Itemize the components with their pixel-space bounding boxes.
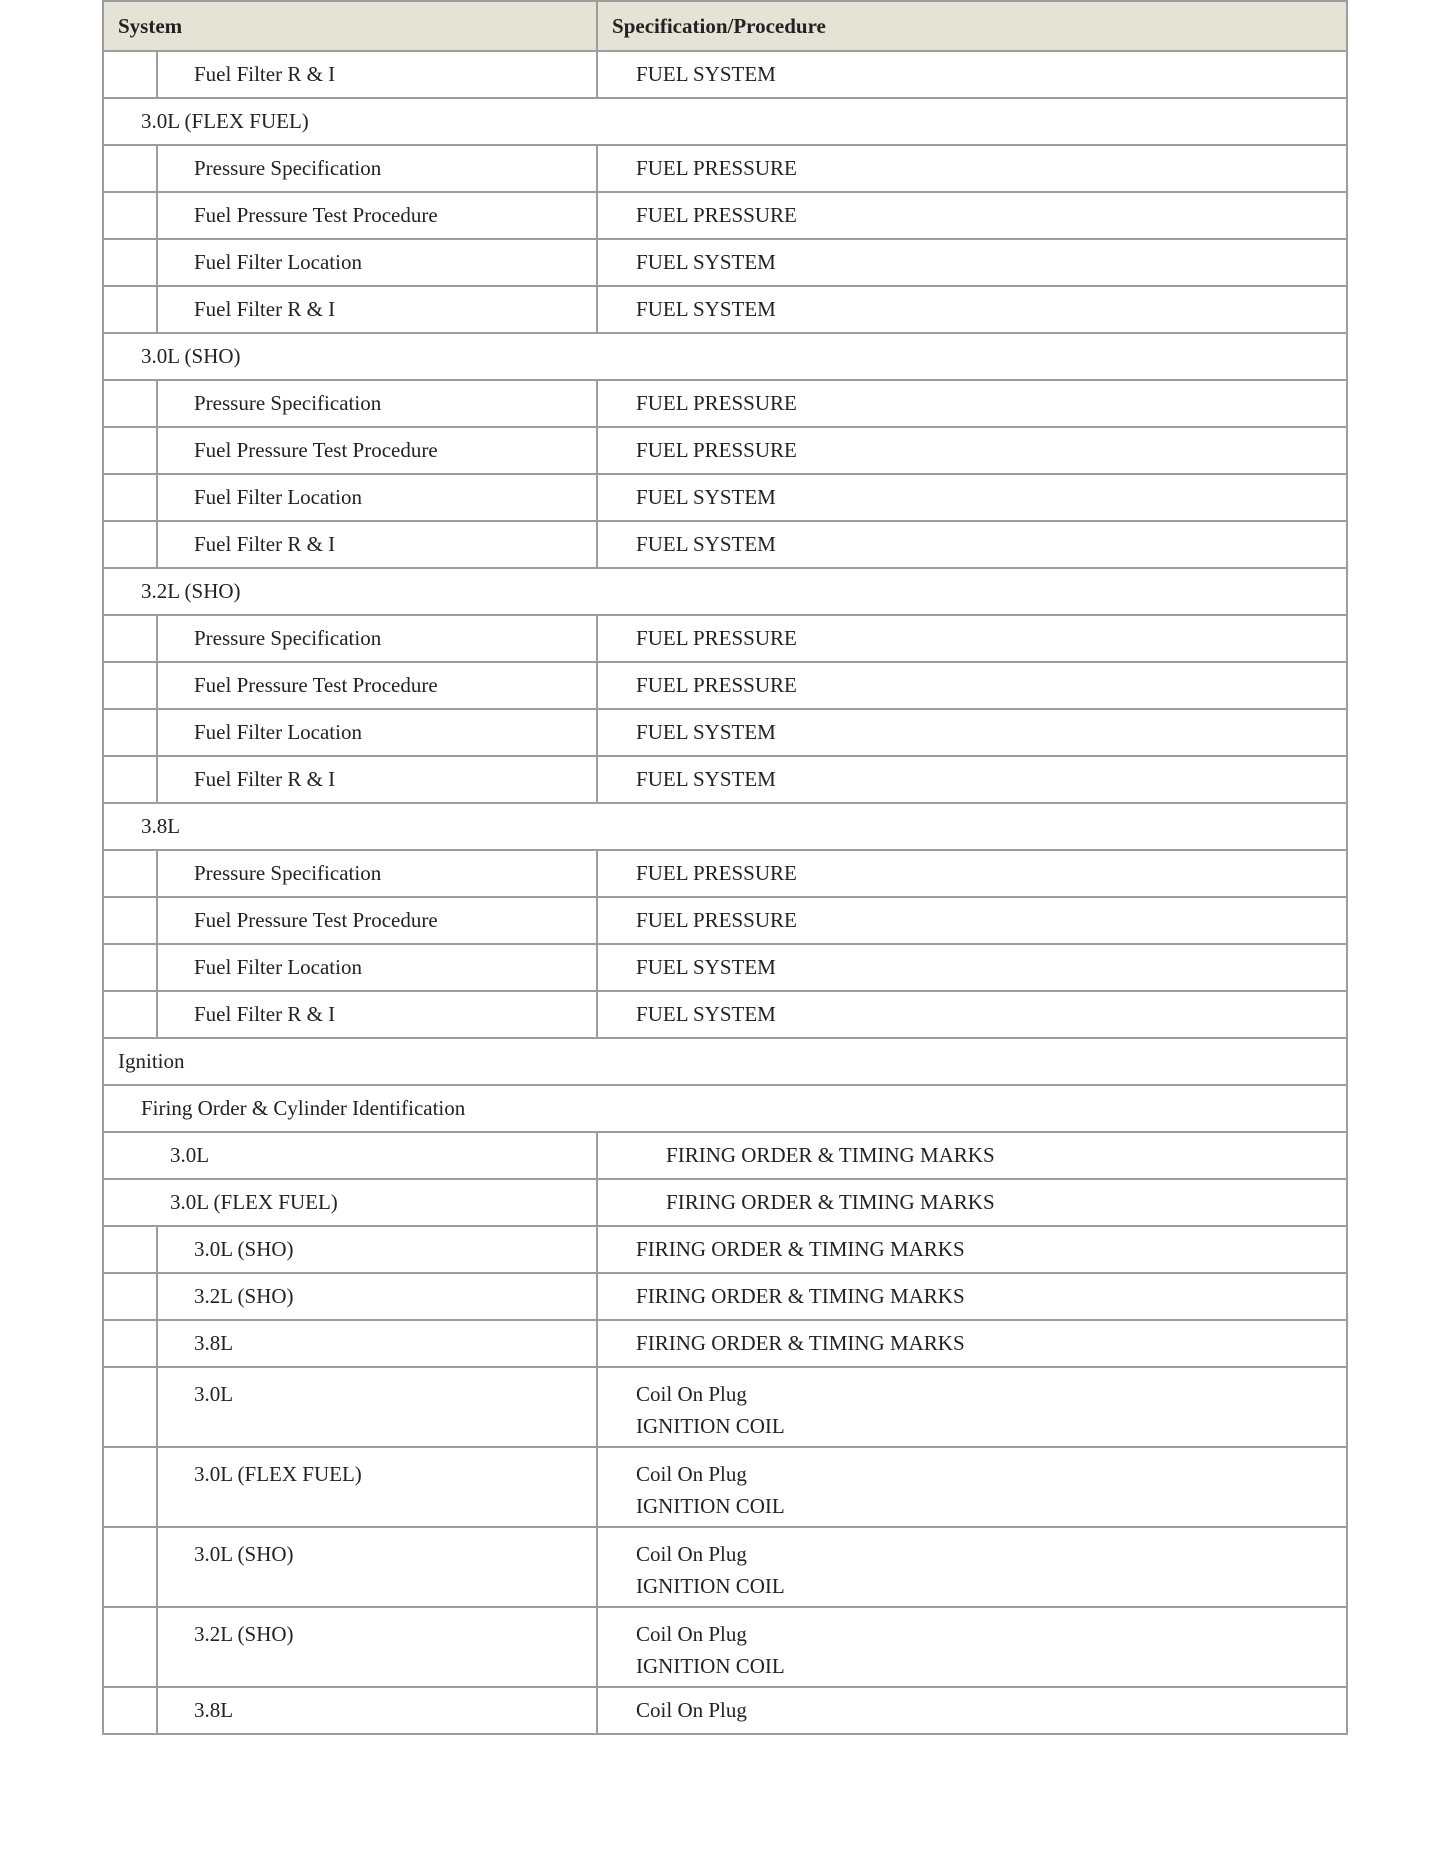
procedure-link[interactable]: FUEL SYSTEM bbox=[597, 991, 1347, 1038]
system-cell: 3.8L bbox=[157, 1687, 597, 1734]
table-row bbox=[103, 192, 1347, 239]
system-label: 3.2L (SHO) bbox=[194, 1622, 294, 1646]
procedure-link[interactable]: FIRING ORDER & TIMING MARKS bbox=[597, 1226, 1347, 1273]
indent-gutter-cell bbox=[103, 1527, 157, 1607]
procedure-link[interactable]: FUEL SYSTEM bbox=[597, 474, 1347, 521]
table-row bbox=[103, 615, 1347, 662]
procedure-link[interactable]: IGNITION COIL bbox=[636, 1574, 785, 1598]
procedure-cell bbox=[597, 1367, 1347, 1447]
procedure-link[interactable]: Coil On Plug bbox=[636, 1622, 747, 1646]
indent-gutter-cell bbox=[103, 427, 157, 474]
system-cell bbox=[157, 1367, 597, 1447]
indent-gutter-cell bbox=[103, 380, 157, 427]
table-row bbox=[103, 380, 1347, 427]
system-label: 3.0L (FLEX FUEL) bbox=[194, 1462, 362, 1486]
indent-gutter-cell bbox=[103, 51, 157, 98]
table-row bbox=[103, 1179, 1347, 1226]
table-row bbox=[103, 756, 1347, 803]
procedure-link[interactable]: FIRING ORDER & TIMING MARKS bbox=[597, 1132, 1347, 1179]
system-cell: Pressure Specification bbox=[157, 850, 597, 897]
system-cell bbox=[157, 1527, 597, 1607]
group-heading: Firing Order & Cylinder Identification bbox=[103, 1085, 1347, 1132]
table-row bbox=[103, 474, 1347, 521]
system-cell: Fuel Pressure Test Procedure bbox=[157, 662, 597, 709]
procedure-link[interactable]: IGNITION COIL bbox=[636, 1494, 785, 1518]
table-row bbox=[103, 1527, 1347, 1607]
procedure-link[interactable]: FUEL SYSTEM bbox=[597, 944, 1347, 991]
table-row bbox=[103, 991, 1347, 1038]
procedure-link[interactable]: FUEL PRESSURE bbox=[597, 145, 1347, 192]
procedure-link[interactable]: FIRING ORDER & TIMING MARKS bbox=[597, 1320, 1347, 1367]
system-cell: Pressure Specification bbox=[157, 145, 597, 192]
indent-gutter-cell bbox=[103, 1320, 157, 1367]
indent-gutter-cell bbox=[103, 192, 157, 239]
procedure-link[interactable]: IGNITION COIL bbox=[636, 1414, 785, 1438]
system-cell: Pressure Specification bbox=[157, 615, 597, 662]
group-heading: 3.0L (FLEX FUEL) bbox=[103, 98, 1347, 145]
table-row bbox=[103, 850, 1347, 897]
procedure-link[interactable]: FUEL PRESSURE bbox=[597, 662, 1347, 709]
table-row bbox=[103, 944, 1347, 991]
indent-gutter-cell bbox=[103, 286, 157, 333]
indent-gutter-cell bbox=[103, 944, 157, 991]
system-cell: 3.0L (SHO) bbox=[157, 1226, 597, 1273]
system-cell: 3.2L (SHO) bbox=[157, 1273, 597, 1320]
table-row bbox=[103, 897, 1347, 944]
procedure-cell bbox=[597, 1447, 1347, 1527]
procedure-link[interactable]: Coil On Plug bbox=[636, 1542, 747, 1566]
table-row bbox=[103, 1038, 1347, 1085]
table-row bbox=[103, 1132, 1347, 1179]
procedure-link[interactable]: FUEL PRESSURE bbox=[597, 427, 1347, 474]
table-row bbox=[103, 1273, 1347, 1320]
procedure-link[interactable]: FUEL PRESSURE bbox=[597, 615, 1347, 662]
indent-gutter-cell bbox=[103, 474, 157, 521]
table-row bbox=[103, 803, 1347, 850]
procedure-link[interactable]: FIRING ORDER & TIMING MARKS bbox=[597, 1179, 1347, 1226]
table-row bbox=[103, 1226, 1347, 1273]
system-cell: Fuel Filter R & I bbox=[157, 286, 597, 333]
table-row bbox=[103, 662, 1347, 709]
system-cell: Fuel Filter Location bbox=[157, 474, 597, 521]
table-row bbox=[103, 286, 1347, 333]
indent-gutter-cell bbox=[103, 1273, 157, 1320]
procedure-link[interactable]: FUEL PRESSURE bbox=[597, 897, 1347, 944]
indent-gutter-cell bbox=[103, 756, 157, 803]
system-cell: Fuel Filter R & I bbox=[157, 51, 597, 98]
indent-gutter-cell bbox=[103, 991, 157, 1038]
table-row bbox=[103, 145, 1347, 192]
table-row bbox=[103, 521, 1347, 568]
system-cell: Fuel Filter Location bbox=[157, 709, 597, 756]
table-row bbox=[103, 568, 1347, 615]
procedure-link[interactable]: Coil On Plug bbox=[597, 1687, 1347, 1734]
table-row bbox=[103, 51, 1347, 98]
specification-table bbox=[102, 0, 1348, 1735]
group-heading: 3.2L (SHO) bbox=[103, 568, 1347, 615]
system-cell: Fuel Filter Location bbox=[157, 239, 597, 286]
procedure-link[interactable]: FUEL SYSTEM bbox=[597, 756, 1347, 803]
table-body bbox=[103, 51, 1347, 1734]
system-cell: Fuel Pressure Test Procedure bbox=[157, 897, 597, 944]
indent-gutter-cell bbox=[103, 615, 157, 662]
indent-gutter-cell bbox=[103, 239, 157, 286]
indent-gutter-cell bbox=[103, 897, 157, 944]
system-cell: Pressure Specification bbox=[157, 380, 597, 427]
table-row bbox=[103, 1320, 1347, 1367]
procedure-link[interactable]: FUEL PRESSURE bbox=[597, 192, 1347, 239]
system-cell: 3.0L bbox=[103, 1132, 597, 1179]
procedure-cell bbox=[597, 1607, 1347, 1687]
procedure-link[interactable]: FUEL SYSTEM bbox=[597, 709, 1347, 756]
procedure-link[interactable]: FIRING ORDER & TIMING MARKS bbox=[597, 1273, 1347, 1320]
system-label: 3.0L (SHO) bbox=[194, 1542, 294, 1566]
table-row bbox=[103, 333, 1347, 380]
indent-gutter-cell bbox=[103, 1447, 157, 1527]
group-heading: 3.0L (SHO) bbox=[103, 333, 1347, 380]
system-cell: Fuel Filter R & I bbox=[157, 756, 597, 803]
table-row bbox=[103, 239, 1347, 286]
system-cell: Fuel Filter R & I bbox=[157, 991, 597, 1038]
procedure-cell bbox=[597, 1527, 1347, 1607]
indent-gutter-cell bbox=[103, 850, 157, 897]
indent-gutter-cell bbox=[103, 145, 157, 192]
system-cell: 3.0L (FLEX FUEL) bbox=[103, 1179, 597, 1226]
indent-gutter-cell bbox=[103, 709, 157, 756]
procedure-link[interactable]: FUEL SYSTEM bbox=[597, 239, 1347, 286]
table-row bbox=[103, 427, 1347, 474]
table-row bbox=[103, 98, 1347, 145]
procedure-link[interactable]: IGNITION COIL bbox=[636, 1654, 785, 1678]
system-cell: Fuel Filter R & I bbox=[157, 521, 597, 568]
indent-gutter-cell bbox=[103, 1226, 157, 1273]
indent-gutter-cell bbox=[103, 662, 157, 709]
table-row bbox=[103, 1367, 1347, 1447]
table-row bbox=[103, 1607, 1347, 1687]
group-heading: 3.8L bbox=[103, 803, 1347, 850]
indent-gutter-cell bbox=[103, 1607, 157, 1687]
system-cell: Fuel Pressure Test Procedure bbox=[157, 427, 597, 474]
procedure-link[interactable]: FUEL PRESSURE bbox=[597, 850, 1347, 897]
header-system: System bbox=[103, 1, 597, 51]
system-cell: 3.8L bbox=[157, 1320, 597, 1367]
indent-gutter-cell bbox=[103, 1687, 157, 1734]
procedure-link[interactable]: FUEL PRESSURE bbox=[597, 380, 1347, 427]
table-row bbox=[103, 1687, 1347, 1734]
table-row bbox=[103, 1085, 1347, 1132]
indent-gutter-cell bbox=[103, 521, 157, 568]
header-specification-procedure: Specification/Procedure bbox=[597, 1, 1347, 51]
procedure-link[interactable]: FUEL SYSTEM bbox=[597, 286, 1347, 333]
system-cell: Fuel Pressure Test Procedure bbox=[157, 192, 597, 239]
table-row bbox=[103, 709, 1347, 756]
procedure-link[interactable]: Coil On Plug bbox=[636, 1382, 747, 1406]
system-label: 3.0L bbox=[194, 1382, 234, 1406]
table-row bbox=[103, 1447, 1347, 1527]
section-heading: Ignition bbox=[103, 1038, 1347, 1085]
indent-gutter-cell bbox=[103, 1367, 157, 1447]
table-header-row bbox=[103, 1, 1347, 51]
system-cell: Fuel Filter Location bbox=[157, 944, 597, 991]
system-cell bbox=[157, 1447, 597, 1527]
procedure-link[interactable]: Coil On Plug bbox=[636, 1462, 747, 1486]
system-cell bbox=[157, 1607, 597, 1687]
procedure-link[interactable]: FUEL SYSTEM bbox=[597, 51, 1347, 98]
procedure-link[interactable]: FUEL SYSTEM bbox=[597, 521, 1347, 568]
